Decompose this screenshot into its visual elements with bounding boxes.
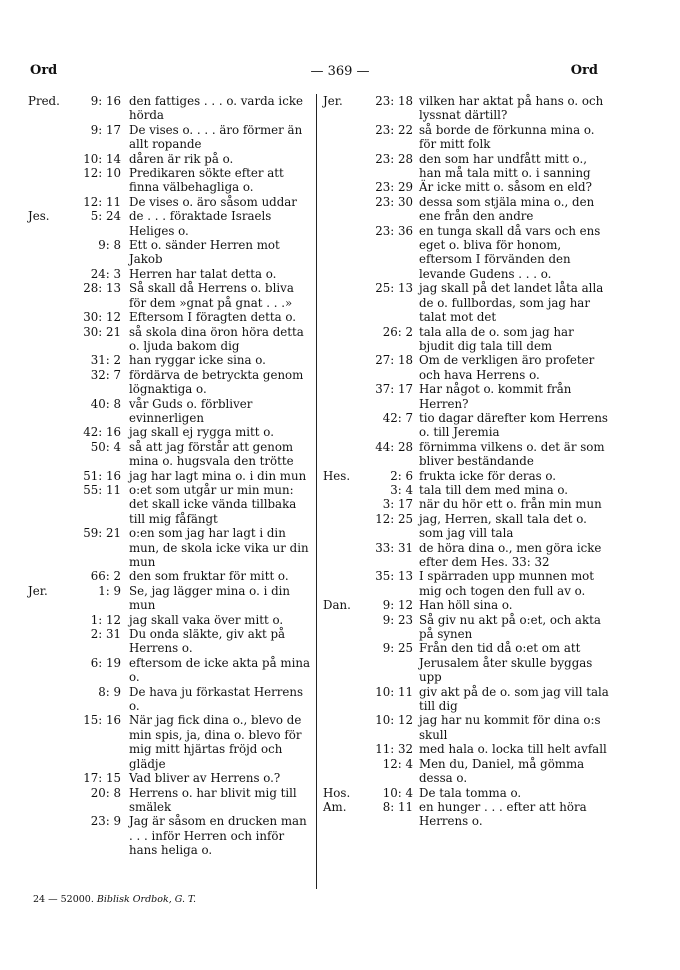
entry-text: jag skall på det landet låta alla de o. fullbordas, som jag har talat mot det — [419, 281, 604, 325]
entry — [323, 483, 613, 497]
verse-ref: 5: 24 — [90, 209, 121, 224]
entry-text: Så skall då Herrens o. bliva för dem »gnat på gnat . . .» — [129, 281, 294, 310]
entry-text: Men du, Daniel, må gömma dessa o. — [419, 756, 585, 786]
verse-ref: 20: 8 — [90, 785, 121, 800]
verse-ref: 59: 21 — [83, 526, 121, 541]
book-abbrev: Am. — [323, 799, 347, 814]
entry — [28, 238, 316, 267]
entry — [28, 440, 316, 469]
verse-ref: 9: 16 — [90, 94, 121, 108]
entry-text: Han höll sina o. — [419, 598, 513, 613]
book-abbrev: Pred. — [28, 94, 60, 108]
verse-ref: 12: 10 — [83, 166, 121, 181]
verse-ref: 33: 31 — [375, 540, 413, 555]
entry — [28, 584, 316, 613]
verse-ref: 37: 17 — [375, 382, 413, 397]
verse-ref: 66: 2 — [90, 569, 121, 584]
entry — [323, 598, 613, 612]
verse-ref: 9: 8 — [98, 238, 121, 253]
verse-ref: 40: 8 — [90, 396, 121, 411]
entry — [323, 195, 613, 224]
entry — [28, 209, 316, 238]
verse-ref: 32: 7 — [90, 367, 121, 382]
entry — [323, 613, 613, 642]
right-column — [323, 94, 613, 829]
verse-ref: 51: 16 — [83, 468, 121, 483]
entry — [28, 656, 316, 685]
entry-text: den som har undfått mitt o., han må tala mitt o. i sanning — [419, 151, 591, 181]
entry-text: tala alla de o. som jag har bjudit dig tala till dem — [419, 324, 574, 353]
entry — [323, 224, 613, 282]
verse-ref: 8: 9 — [98, 684, 121, 699]
entry — [323, 180, 613, 194]
entry-text: jag har lagt mina o. i din mun — [129, 468, 307, 483]
verse-ref: 12: 11 — [83, 194, 121, 209]
entry — [28, 397, 316, 426]
entry-text: dåren är rik på o. — [129, 151, 234, 166]
entry-text: han ryggar icke sina o. — [129, 353, 266, 368]
verse-ref: 9: 23 — [382, 612, 413, 627]
entry — [323, 800, 613, 829]
verse-ref: 10: 14 — [83, 151, 121, 166]
entry-text: När jag fick dina o., blevo de min spis, ja, dina o. blevo för mig mitt hjärtas fröjd och glädje — [129, 713, 302, 771]
entry — [28, 469, 316, 483]
entry-text: Om de verkligen äro profeter och hava Herrens o. — [419, 353, 595, 382]
verse-ref: 31: 2 — [90, 353, 121, 368]
verse-ref: 28: 13 — [83, 281, 121, 296]
verse-ref: 24: 3 — [90, 266, 121, 281]
book-abbrev: Dan. — [323, 598, 351, 613]
verse-ref: 23: 28 — [375, 151, 413, 166]
entry-text: vår Guds o. förbliver evinnerligen — [129, 396, 253, 425]
entry-text: en hunger . . . efter att höra Herrens o. — [419, 799, 587, 829]
entry-text: den fattiges . . . o. varda icke hörda — [129, 94, 303, 123]
verse-ref: 3: 17 — [382, 497, 413, 512]
entry-text: o:et som utgår ur min mun: det skall icke vända tillbaka till mig fåfängt — [129, 482, 297, 526]
entry-text: tala till dem med mina o. — [419, 482, 569, 497]
entry — [28, 814, 316, 857]
entry-text: o:en som jag har lagt i din mun, de skola icke vika ur din mun — [129, 526, 309, 569]
entry — [323, 440, 613, 469]
entry — [28, 195, 316, 209]
footer-title: Biblisk Ordbok, G. T. — [96, 894, 196, 905]
entry-text: den som fruktar för mitt o. — [129, 569, 289, 584]
entry-text: förnimma vilkens o. det är som bliver beständande — [419, 439, 605, 469]
entry-text: Jag är såsom en drucken man . . . inför Herren och inför hans heliga o. — [129, 814, 307, 858]
entry-text: dessa som stjäla mina o., den ene från den andre — [419, 194, 595, 224]
verse-ref: 44: 28 — [375, 439, 413, 454]
entry-text: en tunga skall då vars och ens eget o. bliva för honom, eftersom I förvänden den levande Gudens . . . o. — [419, 223, 601, 281]
entry — [323, 411, 613, 440]
entry-text: De vises o. äro såsom uddar — [129, 194, 297, 209]
verse-ref: 2: 6 — [390, 468, 413, 483]
verse-ref: 17: 15 — [83, 771, 121, 786]
entry-text: så att jag förstår att genom mina o. hugsvala den trötte — [129, 439, 294, 469]
entry — [323, 497, 613, 511]
header-left-word: Ord — [30, 63, 58, 78]
verse-ref: 10: 4 — [382, 785, 413, 800]
page-number: — 369 — — [310, 64, 370, 79]
verse-ref: 9: 17 — [90, 122, 121, 137]
entry — [28, 569, 316, 583]
entry — [28, 627, 316, 656]
entry-text: Herrens o. har blivit mig till smälek — [129, 785, 297, 814]
verse-ref: 55: 11 — [83, 482, 121, 497]
entry-text: Se, jag lägger mina o. i din mun — [129, 583, 291, 613]
verse-ref: 23: 30 — [375, 194, 413, 209]
entry-text: giv akt på de o. som jag vill tala till dig — [419, 684, 609, 714]
entry-text: med hala o. locka till helt avfall — [419, 742, 607, 757]
entry — [323, 541, 613, 570]
entry — [323, 713, 613, 742]
entry — [323, 469, 613, 483]
entry-text: De hava ju förkastat Herrens o. — [129, 684, 304, 714]
entry — [28, 94, 316, 123]
entry-text: de . . . föraktade Israels Heliges o. — [129, 209, 272, 238]
entry — [28, 353, 316, 367]
entry-text: De vises o. . . . äro förmer än allt ropande — [129, 122, 303, 152]
entry — [323, 757, 613, 786]
entry-text: Är icke mitt o. såsom en eld? — [419, 180, 592, 195]
entry — [323, 325, 613, 354]
verse-ref: 9: 12 — [382, 598, 413, 613]
entry-text: I spärraden upp munnen mot mig och togen den full av o. — [419, 569, 595, 598]
verse-ref: 23: 18 — [375, 94, 413, 108]
verse-ref: 23: 9 — [90, 814, 121, 829]
entry-text: Har något o. kommit från Herren? — [419, 382, 572, 411]
entry — [323, 382, 613, 411]
entry-text: jag skall vaka över mitt o. — [129, 612, 284, 627]
verse-ref: 12: 25 — [375, 511, 413, 526]
entry-text: jag har nu kommit för dina o:s skull — [419, 713, 601, 742]
entry — [28, 310, 316, 324]
verse-ref: 8: 11 — [382, 799, 413, 814]
entry-text: vilken har aktat på hans o. och lyssnat därtill? — [419, 94, 604, 123]
entry-text: jag, Herren, skall tala det o. som jag vill tala — [419, 511, 587, 541]
verse-ref: 30: 12 — [83, 310, 121, 325]
verse-ref: 50: 4 — [90, 439, 121, 454]
column-divider — [316, 94, 317, 889]
verse-ref: 23: 22 — [375, 122, 413, 137]
entry — [28, 152, 316, 166]
verse-ref: 26: 2 — [382, 324, 413, 339]
entry — [323, 353, 613, 382]
entry — [323, 123, 613, 152]
entry-text: Du onda släkte, giv akt på Herrens o. — [129, 627, 286, 656]
entry — [28, 123, 316, 152]
entry — [323, 742, 613, 756]
entry — [28, 685, 316, 714]
left-column — [28, 94, 316, 858]
verse-ref: 42: 16 — [83, 425, 121, 440]
entry — [28, 786, 316, 815]
entry — [323, 94, 613, 123]
entry-text: de höra dina o., men göra icke efter dem Hes. 33: 32 — [419, 540, 602, 569]
entry — [28, 267, 316, 281]
verse-ref: 9: 25 — [382, 641, 413, 656]
entry — [28, 425, 316, 439]
verse-ref: 35: 13 — [375, 569, 413, 584]
entry — [28, 483, 316, 526]
entry — [323, 512, 613, 541]
book-abbrev: Hos. — [323, 785, 351, 800]
entry — [28, 166, 316, 195]
entry-text: Ett o. sänder Herren mot Jakob — [129, 238, 280, 267]
entry — [28, 325, 316, 354]
entry — [323, 786, 613, 800]
verse-ref: 30: 21 — [83, 324, 121, 339]
entry — [28, 613, 316, 627]
verse-ref: 25: 13 — [375, 281, 413, 296]
entry-text: så borde de förkunna mina o. för mitt folk — [419, 122, 595, 152]
entry-text: Eftersom I föragten detta o. — [129, 310, 297, 325]
book-abbrev: Hes. — [323, 468, 351, 483]
entry-text: De tala tomma o. — [419, 785, 522, 800]
verse-ref: 10: 12 — [375, 713, 413, 728]
verse-ref: 1: 12 — [90, 612, 121, 627]
entry-text: tio dagar därefter kom Herrens o. till Jeremia — [419, 410, 608, 440]
book-abbrev: Jer. — [28, 583, 48, 598]
entry-text: när du hör ett o. från min mun — [419, 497, 602, 512]
entry-text: så skola dina öron höra detta o. ljuda bakom dig — [129, 324, 304, 353]
entry-text: Vad bliver av Herrens o.? — [129, 771, 281, 786]
verse-ref: 6: 19 — [90, 655, 121, 670]
entry — [28, 526, 316, 569]
header-right-word: Ord — [570, 63, 598, 78]
verse-ref: 27: 18 — [375, 353, 413, 368]
entry-text: Herren har talat detta o. — [129, 266, 277, 281]
verse-ref: 15: 16 — [83, 713, 121, 728]
entry — [323, 569, 613, 598]
entry — [323, 685, 613, 714]
book-abbrev: Jer. — [323, 94, 343, 108]
footer — [33, 894, 196, 905]
entry-text: frukta icke för deras o. — [419, 468, 557, 483]
entry-text: fördärva de betryckta genom lögnaktiga o. — [129, 367, 304, 397]
entry-text: jag skall ej rygga mitt o. — [129, 425, 274, 440]
entry — [323, 641, 613, 684]
verse-ref: 3: 4 — [390, 482, 413, 497]
verse-ref: 11: 32 — [375, 742, 413, 757]
entry-text: Från den tid då o:et om att Jerusalem åter skulle byggas upp — [419, 641, 593, 685]
entry — [323, 152, 613, 181]
verse-ref: 2: 31 — [90, 627, 121, 642]
verse-ref: 12: 4 — [382, 756, 413, 771]
entry — [28, 713, 316, 771]
book-abbrev: Jes. — [28, 209, 50, 224]
entry — [28, 368, 316, 397]
verse-ref: 23: 36 — [375, 223, 413, 238]
footer-code: 24 — 52000. — [33, 894, 94, 905]
entry — [28, 281, 316, 310]
entry-text: Predikaren sökte efter att finna välbehagliga o. — [129, 166, 284, 195]
verse-ref: 23: 29 — [375, 180, 413, 195]
entry-text: eftersom de icke akta på mina o. — [129, 655, 310, 685]
verse-ref: 1: 9 — [98, 583, 121, 598]
verse-ref: 10: 11 — [375, 684, 413, 699]
entry-text: Så giv nu akt på o:et, och akta på synen — [419, 612, 601, 642]
entry — [323, 281, 613, 324]
entry — [28, 771, 316, 785]
verse-ref: 42: 7 — [382, 410, 413, 425]
